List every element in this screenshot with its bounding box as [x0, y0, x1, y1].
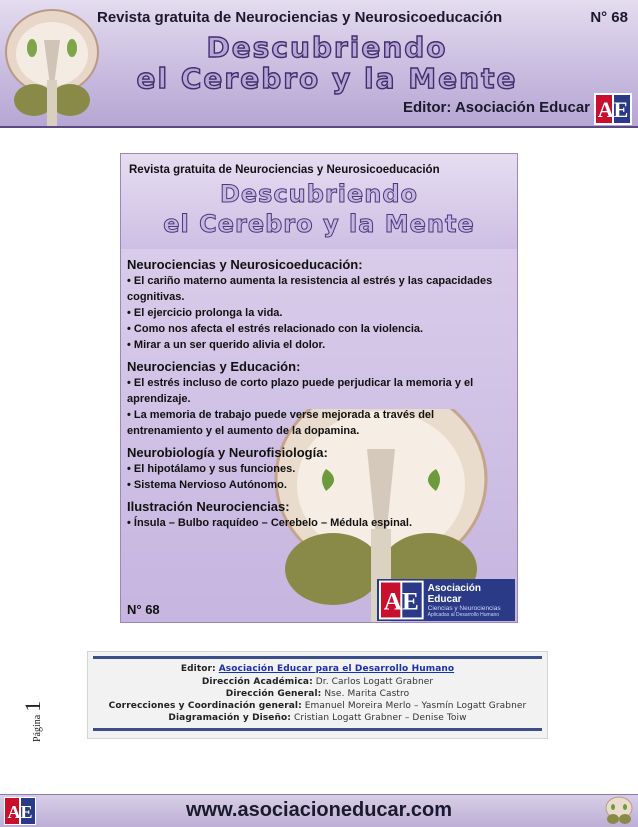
credits-bottom-rule [93, 728, 542, 731]
cover-tagline: Revista gratuita de Neurociencias y Neurosicoeducación [129, 164, 440, 176]
credits-value: Cristian Logatt Grabner – Denise Toiw [293, 713, 467, 723]
credits-box [87, 651, 548, 739]
section-title: Ilustración Neurociencias: [127, 499, 290, 514]
cover-title-line2: el Cerebro y la Mente [163, 210, 475, 238]
section-item: • Ínsula – Bulbo raquídeo – Cerebelo – Médula espinal. [127, 517, 413, 529]
magazine-cover [120, 153, 518, 623]
banner-title-line1: Descubriendo [206, 31, 448, 64]
ae-subtitle-small: Aplicadas al Desarrollo Humano [427, 611, 500, 618]
cover-contents [127, 257, 511, 537]
ae-logo-text: AE [597, 97, 629, 122]
section-title: Neurociencias y Neurosicoeducación: [127, 257, 363, 272]
credits-editor-line [88, 664, 547, 674]
editor-link[interactable]: Asociación Educar para el Desarrollo Humano [218, 664, 455, 674]
website-link[interactable]: www.asociacioneducar.com [185, 799, 453, 821]
ae-logo-icon [594, 93, 632, 125]
cover-section [127, 445, 511, 493]
section-item: • Como nos afecta el estrés relacionado con la violencia. [127, 323, 424, 335]
brain-icon [604, 796, 634, 826]
section-item: • Mirar a un ser querido alivia el dolor. [127, 339, 326, 351]
page-number [20, 701, 46, 742]
cover-issue-number: N° 68 [127, 602, 160, 617]
section-item: • El estrés incluso de corto plazo puede perjudicar la memoria y el aprendizaje. [127, 377, 474, 405]
credits-general-line [88, 689, 547, 699]
credits-design-line [88, 713, 547, 723]
credits-corrections-line [88, 701, 547, 711]
credits-academic-line [88, 677, 547, 687]
credits-value: Dr. Carlos Logatt Grabner [315, 677, 434, 687]
cover-section [127, 257, 511, 353]
footer-banner [0, 794, 638, 827]
banner-editor: Editor: Asociación Educar [403, 99, 590, 116]
cover-ae-text [428, 583, 515, 618]
section-title: Neurociencias y Educación: [127, 359, 301, 374]
ae-subtitle: Ciencias y Neurociencias [427, 604, 501, 612]
section-item: • El ejercicio prolonga la vida. [127, 307, 283, 319]
section-item: • Sistema Nervioso Autónomo. [127, 479, 287, 491]
credits-value: Emanuel Moreira Merlo – Yasmín Logatt Grabner [304, 701, 527, 711]
banner-tagline: Revista gratuita de Neurociencias y Neurosicoeducación [97, 9, 503, 26]
banner-title-line2: el Cerebro y la Mente [136, 62, 518, 95]
section-item: • El hipotálamo y sus funciones. [127, 463, 296, 475]
credits-top-rule [93, 656, 542, 659]
ae-name: Asociación Educar [427, 582, 481, 605]
credits-label: Diagramación y Diseño: [168, 713, 291, 723]
section-item: • La memoria de trabajo puede verse mejorada a través del entrenamiento y el aumento de la dopamina. [127, 409, 435, 437]
credits-label: Editor: [180, 664, 216, 674]
cover-ae-badge [377, 579, 515, 621]
ae-logo-icon [379, 580, 424, 620]
cover-section [127, 359, 511, 439]
page-label: Página [32, 714, 43, 742]
section-title: Neurobiología y Neurofisiología: [127, 445, 328, 460]
cover-section [127, 499, 511, 531]
credits-label: Correcciones y Coordinación general: [108, 701, 302, 711]
page-number-value: 1 [20, 700, 45, 712]
cover-title-line1: Descubriendo [219, 180, 419, 208]
credits-label: Dirección Académica: [201, 677, 313, 687]
banner-issue-number: N° 68 [590, 9, 628, 26]
ae-logo-text: AE [7, 802, 33, 822]
credits-value: Nse. Marita Castro [324, 689, 410, 699]
credits-label: Dirección General: [225, 689, 322, 699]
section-item: • El cariño materno aumenta la resistencia al estrés y las capacidades cognitivas. [127, 275, 493, 303]
ae-logo-text: AE [383, 588, 419, 616]
header-banner [0, 0, 638, 128]
